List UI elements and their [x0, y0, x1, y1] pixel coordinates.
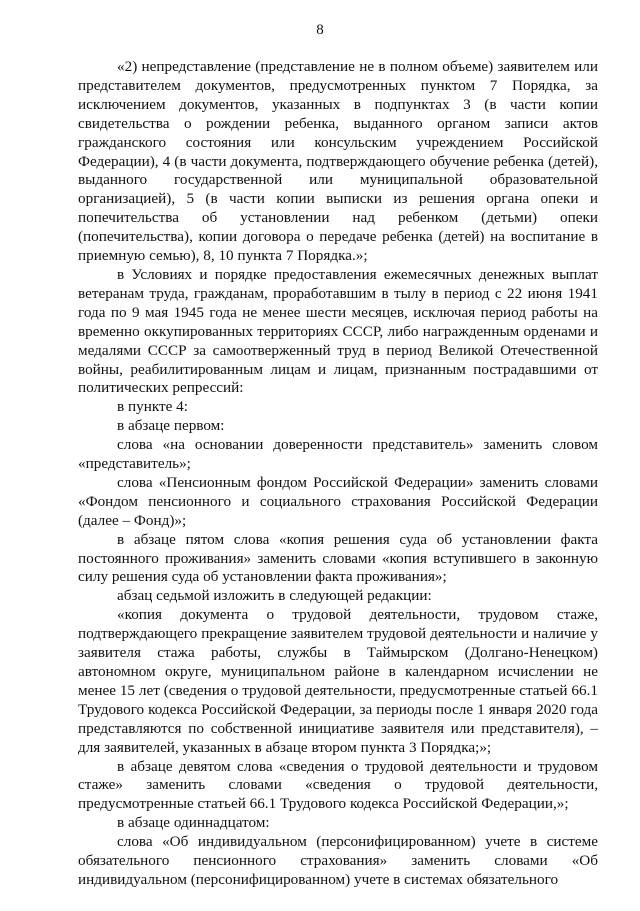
paragraph-6: слова «Пенсионным фондом Российской Федерации» заменить словами «Фондом пенсионного и социального страхования Российской Федерации (далее – Фонд)»;: [78, 473, 598, 529]
paragraph-9: «копия документа о трудовой деятельности, трудовом стаже, подтверждающего прекращение заявителем трудовой деятельности и наличие у заявителя стажа работы, службы в Таймырском (Долгано-Ненецком) автономном округе, муниципальном районе в календарном исчислении не менее 15 лет (сведения о трудовой деятельности, предусмотренные статьей 66.1 Трудового кодекса Российской Федерации, за периоды после 1 января 2020 года представляются по собственной инициативе заявителя или представителя), – для заявителей, указанных в абзаце втором пункта 3 Порядка;»;: [78, 606, 598, 756]
paragraph-3: в пункте 4:: [117, 398, 188, 416]
document-body: [78, 58, 598, 890]
paragraph-2: в Условиях и порядке предоставления ежемесячных денежных выплат ветеранам труда, гражданам, проработавшим в тылу в период с 22 июня 1941 года по 9 мая 1945 года не менее шести месяцев, исключая период работы на временно оккупированных территориях СССР, либо награжденным орденами и медалями СССР за самоотверженный труд в период Великой Отечественной войны, реабилитированным лицам и лицам, признанным пострадавшими от политических репрессий:: [78, 265, 598, 397]
paragraph-5: слова «на основании доверенности представитель» заменить словом «представитель»;: [78, 436, 598, 473]
page-number: 8: [316, 22, 324, 38]
paragraph-10: в абзаце девятом слова «сведения о трудовой деятельности и трудовом стаже» заменить словами «сведения о трудовой деятельности, предусмотренные статьей 66.1 Трудового кодекса Российской Федерации,»;: [78, 757, 598, 813]
paragraph-11: в абзаце одиннадцатом:: [117, 814, 270, 832]
paragraph-8: абзац седьмой изложить в следующей редакции:: [117, 587, 432, 605]
paragraph-1: «2) непредставление (представление не в полном объеме) заявителем или представителем документов, предусмотренных пунктом 7 Порядка, за исключением документов, указанных в подпунктах 3 (в части копии свидетельства о рождении ребенка, выданного органом записи актов гражданского состояния или консульским учреждением Российской Федерации), 4 (в части документа, подтверждающего обучение ребенка (детей), выданного государственной или муниципальной образовательной организацией), 5 (в части копии выписки из решения органа опеки и попечительства об установлении над ребенком (детьми) опеки (попечительства), копии договора о передаче ребенка (детей) на воспитание в приемную семью), 8, 10 пункта 7 Порядка.»;: [78, 58, 598, 265]
paragraph-7: в абзаце пятом слова «копия решения суда об установлении факта постоянного проживания» заменить словами «копия вступившего в законную силу решения суда об установлении факта проживания»;: [78, 530, 598, 586]
paragraph-12: слова «Об индивидуальном (персонифицированном) учете в системе обязательного пенсионного страхования» заменить словами «Об индивидуальном (персонифицированном) учете в системах обязательного: [78, 833, 598, 888]
paragraph-4: в абзаце первом:: [117, 417, 225, 435]
